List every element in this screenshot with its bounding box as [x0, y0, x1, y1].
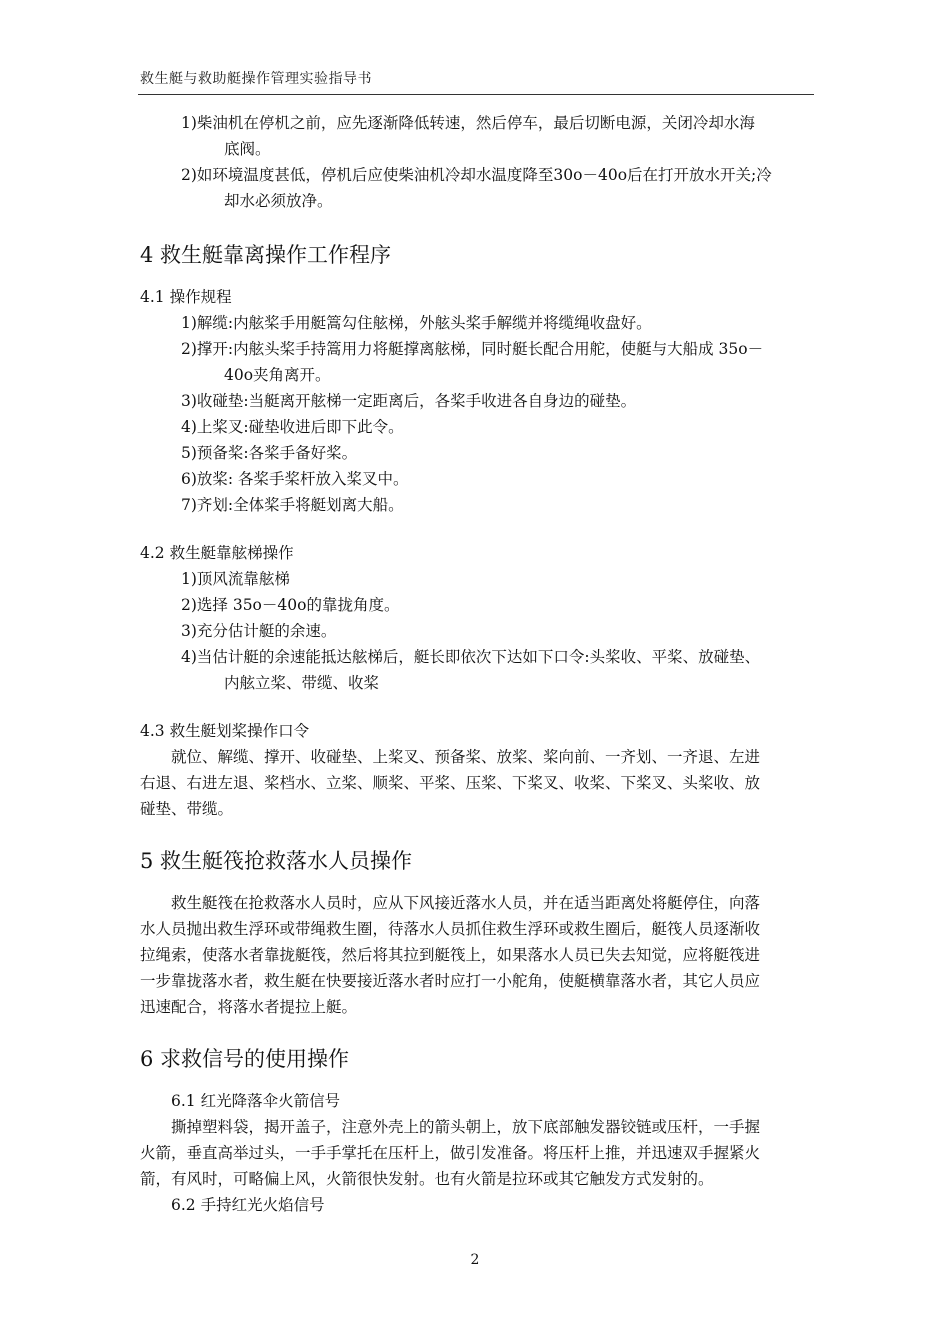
list-item: 4)上桨叉:碰垫收进后即下此令。: [181, 418, 404, 436]
list-item: 7)齐划:全体桨手将艇划离大船。: [181, 496, 404, 514]
paragraph-line: 撕掉塑料袋，揭开盖子，注意外壳上的箭头朝上，放下底部触发器铰链或压杆，一手握: [171, 1118, 761, 1136]
list-item: 6)放桨: 各桨手桨杆放入桨叉中。: [181, 470, 409, 488]
section-heading-4: 4 救生艇靠离操作工作程序: [140, 243, 392, 267]
header-divider: [138, 94, 814, 95]
paragraph-line: 拉绳索，使落水者靠拢艇筏，然后将其拉到艇筏上，如果落水人员已失去知觉，应将艇筏进: [140, 946, 761, 964]
list-item-continuation: 40o夹角离开。: [224, 366, 331, 384]
page-number: 2: [470, 1252, 480, 1268]
paragraph-line: 救生艇筏在抢救落水人员时，应从下风接近落水人员，并在适当距离处将艇停住，向落: [171, 894, 761, 912]
paragraph-line: 水人员抛出救生浮环或带绳救生圈，待落水人员抓住救生浮环或救生圈后，艇筏人员逐渐收: [140, 920, 761, 938]
subsection-heading-4-2: 4.2 救生艇靠舷梯操作: [140, 544, 294, 562]
subsection-heading-4-3: 4.3 救生艇划桨操作口令: [140, 722, 310, 740]
list-item: 5)预备桨:各桨手备好桨。: [181, 444, 358, 462]
list-item: 2)如环境温度甚低，停机后应使柴油机冷却水温度降至30o－40o后在打开放水开关;冷: [181, 166, 772, 184]
list-item-continuation: 底阀。: [224, 140, 271, 158]
paragraph-line: 迅速配合，将落水者提拉上艇。: [140, 998, 358, 1016]
paragraph-line: 就位、解缆、撑开、收碰垫、上桨叉、预备桨、放桨、桨向前、一齐划、一齐退、左进: [171, 748, 761, 766]
list-item: 1)柴油机在停机之前，应先逐渐降低转速，然后停车，最后切断电源，关闭冷却水海: [181, 114, 755, 132]
paragraph-line: 一步靠拢落水者，救生艇在快要接近落水者时应打一小舵角，使艇横靠落水者，其它人员应: [140, 972, 761, 990]
list-item: 1)顶风流靠舷梯: [181, 570, 290, 588]
list-item: 3)收碰垫:当艇离开舷梯一定距离后，各桨手收进各自身边的碰垫。: [181, 392, 637, 410]
section-heading-5: 5 救生艇筏抢救落水人员操作: [140, 849, 413, 873]
subsection-heading-6-2: 6.2 手持红光火焰信号: [171, 1196, 325, 1214]
page-header: 救生艇与救助艇操作管理实验指导书: [140, 71, 372, 87]
subsection-heading-6-1: 6.1 红光降落伞火箭信号: [171, 1092, 341, 1110]
list-item: 1)解缆:内舷桨手用艇篙勾住舷梯，外舷头桨手解缆并将缆绳收盘好。: [181, 314, 652, 332]
document-body: [140, 110, 816, 1218]
list-item: 2)选择 35o－40o的靠拢角度。: [181, 596, 400, 614]
paragraph-line: 碰垫、带缆。: [140, 800, 234, 818]
subsection-heading-4-1: 4.1 操作规程: [140, 288, 232, 306]
list-item-continuation: 内舷立桨、带缆、收桨: [224, 674, 380, 692]
section-heading-6: 6 求救信号的使用操作: [140, 1047, 350, 1071]
paragraph-line: 右退、右进左退、桨档水、立桨、顺桨、平桨、压桨、下桨叉、收桨、下桨叉、头桨收、放: [140, 774, 761, 792]
list-item-continuation: 却水必须放净。: [224, 192, 333, 210]
paragraph-line: 箭，有风时，可略偏上风，火箭很快发射。也有火箭是拉环或其它触发方式发射的。: [140, 1170, 714, 1188]
list-item: 2)撑开:内舷头桨手持篙用力将艇撑离舷梯，同时艇长配合用舵，使艇与大船成 35o－: [181, 340, 764, 358]
paragraph-line: 火箭，垂直高举过头，一手手掌托在压杆上，做引发准备。将压杆上推，并迅速双手握紧火: [140, 1144, 761, 1162]
list-item: 4)当估计艇的余速能抵达舷梯后，艇长即依次下达如下口令:头桨收、平桨、放碰垫、: [181, 648, 761, 666]
list-item: 3)充分估计艇的余速。: [181, 622, 337, 640]
